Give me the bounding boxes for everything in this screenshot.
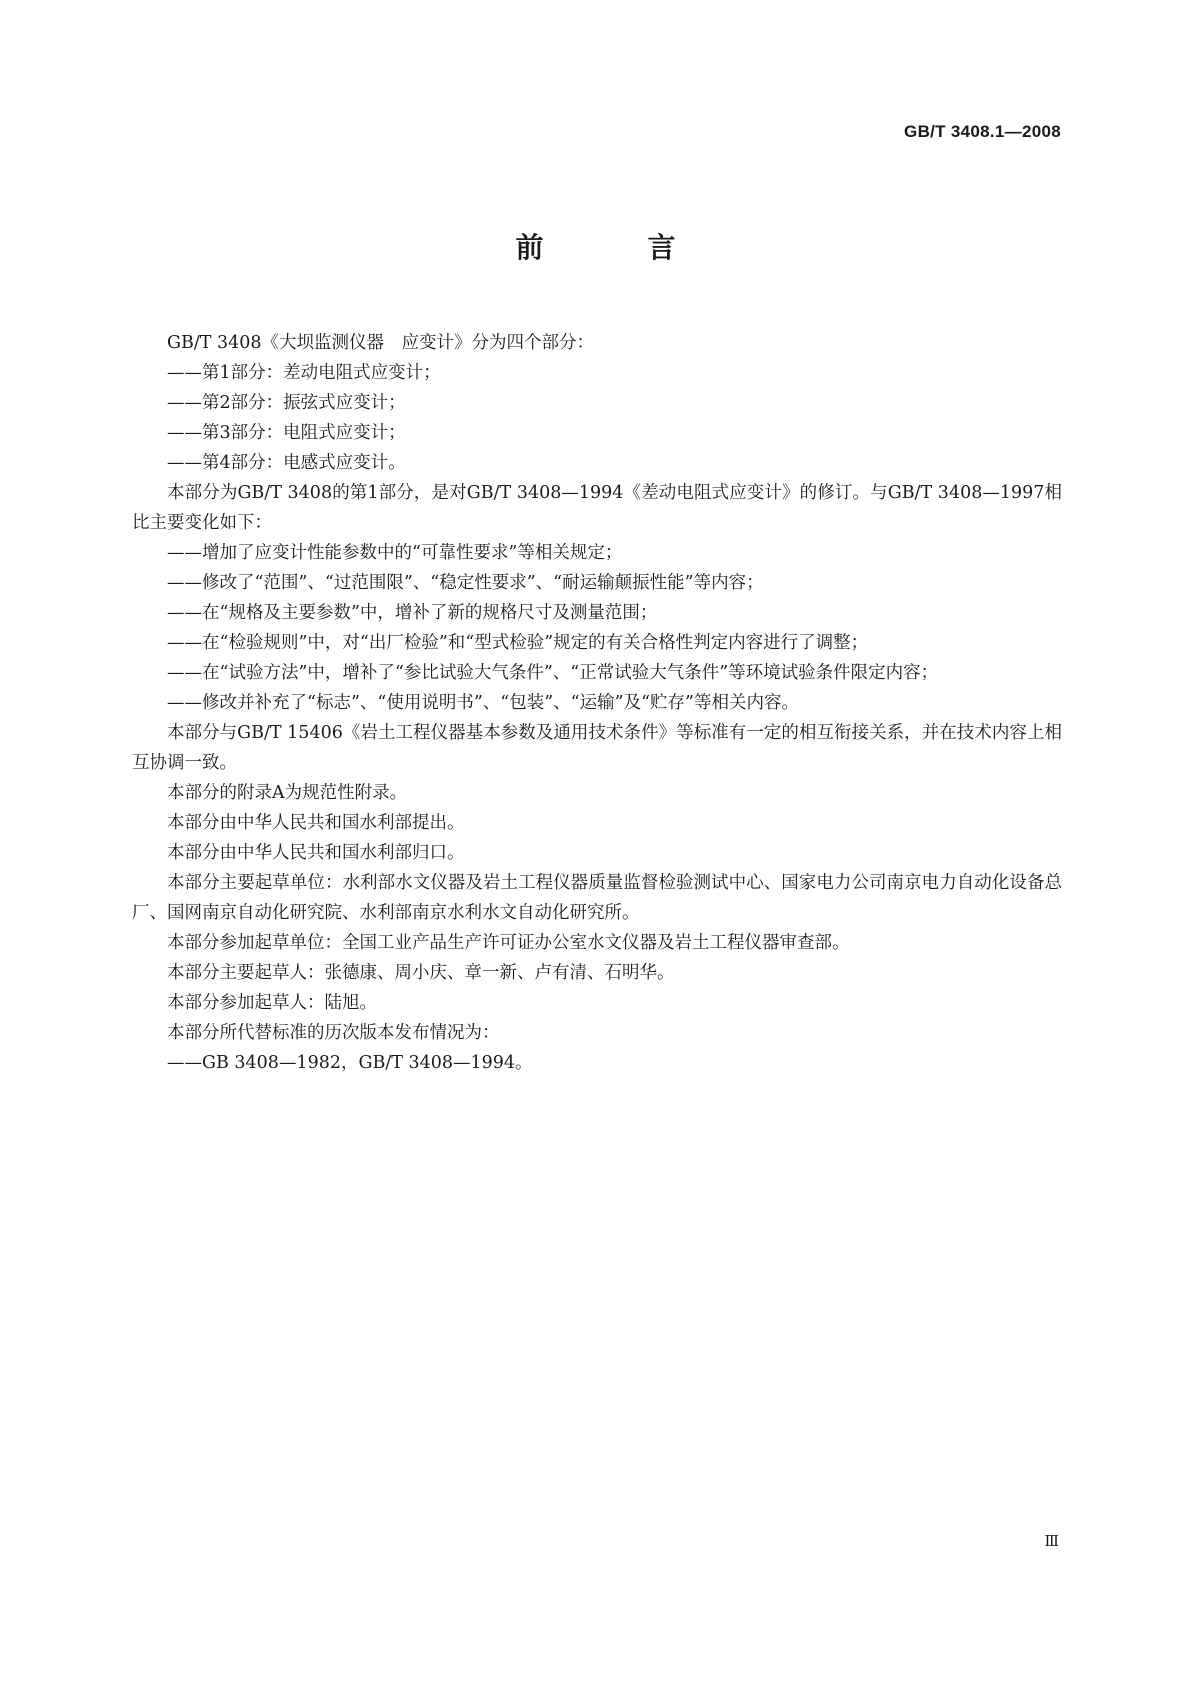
- change-item-3: ——在“规格及主要参数”中，增补了新的规格尺寸及测量范围；: [167, 603, 658, 623]
- change-item-2: ——修改了“范围”、“过范围限”、“稳定性要求”、“耐运输颠振性能”等内容；: [167, 573, 764, 593]
- part-item-4: ——第4部分：电感式应变计。: [167, 453, 406, 473]
- part-item-2: ——第2部分：振弦式应变计；: [167, 393, 406, 413]
- change-item-6: ——修改并补充了“标志”、“使用说明书”、“包装”、“运输”及“贮存”等相关内容。: [167, 693, 799, 713]
- part-item-1: ——第1部分：差动电阻式应变计；: [167, 363, 441, 383]
- revision-statement: 本部分为GB/T 3408的第1部分，是对GB/T 3408—1994《差动电阻式应变计》的修订。与GB/T 3408—1997相比主要变化如下：: [132, 483, 1062, 533]
- standard-code: GB/T 3408.1—2008: [904, 122, 1061, 141]
- change-item-5: ——在“试验方法”中，增补了“参比试验大气条件”、“正常试验大气条件”等环境试验条件限定内容；: [167, 663, 939, 683]
- foreword-body: [132, 328, 1062, 1078]
- page-title: 前 言: [515, 231, 714, 264]
- part-item-3: ——第3部分：电阻式应变计；: [167, 423, 406, 443]
- relation-paragraph: 本部分与GB/T 15406《岩土工程仪器基本参数及通用技术条件》等标准有一定的相互衔接关系，并在技术内容上相互协调一致。: [132, 723, 1062, 773]
- main-drafting-units-paragraph: 本部分主要起草单位：水利部水文仪器及岩土工程仪器质量监督检验测试中心、国家电力公司南京电力自动化设备总厂、国网南京自动化研究院、水利部南京水利水文自动化研究所。: [132, 873, 1062, 923]
- main-drafters-paragraph: 本部分主要起草人：张德康、周小庆、章一新、卢有清、石明华。: [167, 963, 675, 983]
- participating-units-paragraph: 本部分参加起草单位：全国工业产品生产许可证办公室水文仪器及岩土工程仪器审查部。: [167, 933, 850, 953]
- participating-drafters-paragraph: 本部分参加起草人：陆旭。: [167, 993, 377, 1013]
- history-intro-paragraph: 本部分所代替标准的历次版本发布情况为：: [167, 1023, 500, 1043]
- change-item-1: ——增加了应变计性能参数中的“可靠性要求”等相关规定；: [167, 543, 623, 563]
- annex-paragraph: 本部分的附录A为规范性附录。: [167, 783, 408, 803]
- history-item-1: ——GB 3408—1982，GB/T 3408—1994。: [167, 1053, 533, 1073]
- managed-by-paragraph: 本部分由中华人民共和国水利部归口。: [167, 843, 465, 863]
- change-item-4: ——在“检验规则”中，对“出厂检验”和“型式检验”规定的有关合格性判定内容进行了调整；: [167, 633, 869, 653]
- intro-paragraph: GB/T 3408《大坝监测仪器 应变计》分为四个部分：: [167, 333, 595, 353]
- proposed-by-paragraph: 本部分由中华人民共和国水利部提出。: [167, 813, 465, 833]
- page-number: Ⅲ: [1044, 1532, 1059, 1550]
